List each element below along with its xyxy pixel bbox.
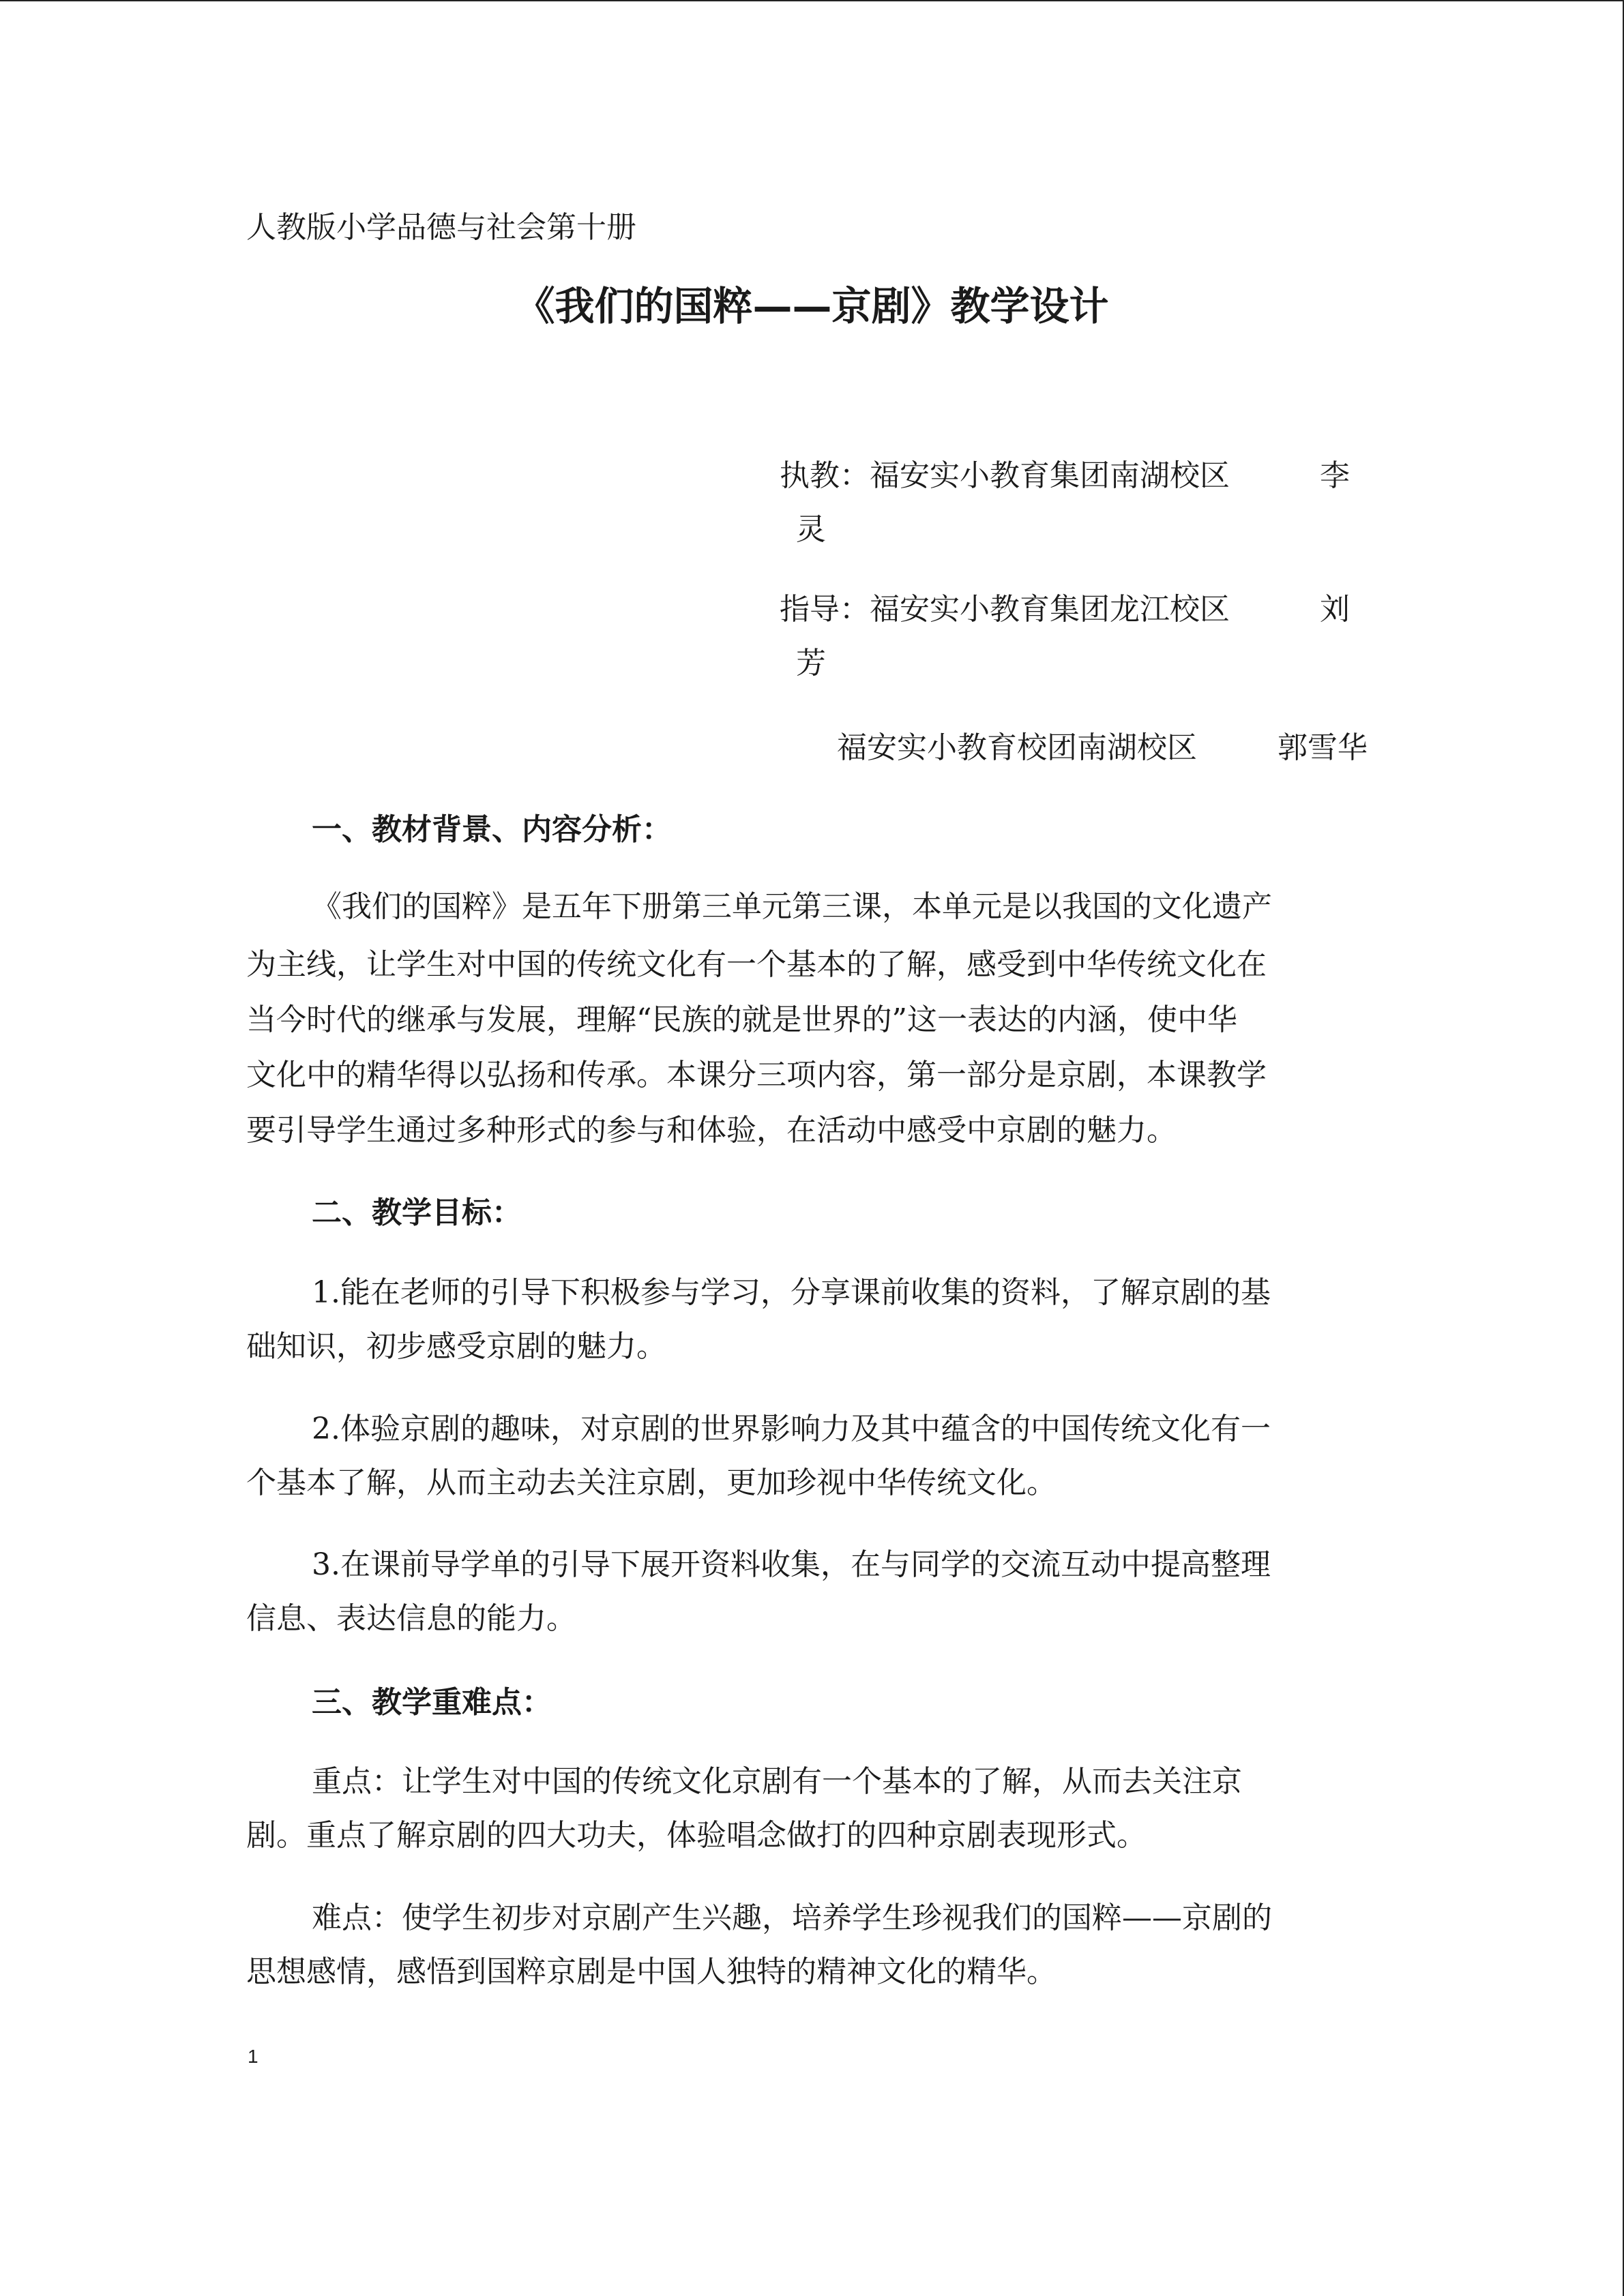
goal-1-line: 1.能在老师的引导下积极参与学习，分享课前收集的资料，了解京剧的基 bbox=[312, 1275, 1271, 1310]
teacher-credit bbox=[780, 458, 1230, 493]
paragraph-line: 要引导学生通过多种形式的参与和体验，在活动中感受中京剧的魅力。 bbox=[246, 1113, 1177, 1148]
advisor-second-school: 福安实小教育校团南湖校区 bbox=[837, 730, 1197, 765]
section-heading-background: 一、教材背景、内容分析： bbox=[312, 812, 672, 847]
teacher-name-second: 灵 bbox=[796, 512, 826, 547]
paragraph-line: 当今时代的继承与发展，理解“民族的就是世界的”这一表达的内涵，使中华 bbox=[246, 1002, 1237, 1037]
advisor-name-first: 刘 bbox=[1320, 592, 1350, 627]
page-number: 1 bbox=[248, 2046, 259, 2067]
section-heading-keypoints: 三、教学重难点： bbox=[312, 1685, 552, 1720]
teacher-name-first: 李 bbox=[1320, 458, 1350, 493]
advisor-credit bbox=[780, 592, 1230, 627]
section-heading-goals: 二、教学目标： bbox=[312, 1195, 522, 1230]
focus-line: 重点：让学生对中国的传统文化京剧有一个基本的了解，从而去关注京 bbox=[312, 1764, 1242, 1799]
goal-2-line: 个基本了解，从而主动去关注京剧，更加珍视中华传统文化。 bbox=[246, 1465, 1057, 1500]
difficulty-line: 难点：使学生初步对京剧产生兴趣，培养学生珍视我们的国粹——京剧的 bbox=[312, 1900, 1272, 1935]
goal-3-line: 3.在课前导学单的引导下展开资料收集，在与同学的交流互动中提高整理 bbox=[312, 1547, 1271, 1582]
teacher-school: 福安实小教育集团南湖校区 bbox=[870, 458, 1230, 493]
advisor-label: 指导： bbox=[780, 592, 870, 627]
advisor-name-second: 芳 bbox=[796, 646, 826, 681]
advisor-second-name: 郭雪华 bbox=[1278, 730, 1368, 765]
focus-line: 剧。重点了解京剧的四大功夫，体验唱念做打的四种京剧表现形式。 bbox=[246, 1818, 1147, 1853]
teacher-label: 执教： bbox=[780, 458, 870, 493]
paragraph-line: 文化中的精华得以弘扬和传承。本课分三项内容，第一部分是京剧，本课教学 bbox=[246, 1058, 1267, 1092]
advisor-school: 福安实小教育集团龙江校区 bbox=[870, 592, 1230, 627]
paragraph-line: 为主线，让学生对中国的传统文化有一个基本的了解，感受到中华传统文化在 bbox=[246, 947, 1267, 982]
document-title: 《我们的国粹——京剧》教学设计 bbox=[515, 283, 1109, 329]
paragraph-line: 《我们的国粹》是五年下册第三单元第三课，本单元是以我国的文化遗产 bbox=[312, 889, 1272, 924]
goal-2-line: 2.体验京剧的趣味，对京剧的世界影响力及其中蕴含的中国传统文化有一 bbox=[312, 1412, 1271, 1446]
goal-1-line: 础知识，初步感受京剧的魅力。 bbox=[246, 1329, 666, 1364]
goal-3-line: 信息、表达信息的能力。 bbox=[246, 1601, 576, 1636]
series-line: 人教版小学品德与社会第十册 bbox=[246, 210, 636, 245]
difficulty-line: 思想感情，感悟到国粹京剧是中国人独特的精神文化的精华。 bbox=[246, 1954, 1057, 1989]
